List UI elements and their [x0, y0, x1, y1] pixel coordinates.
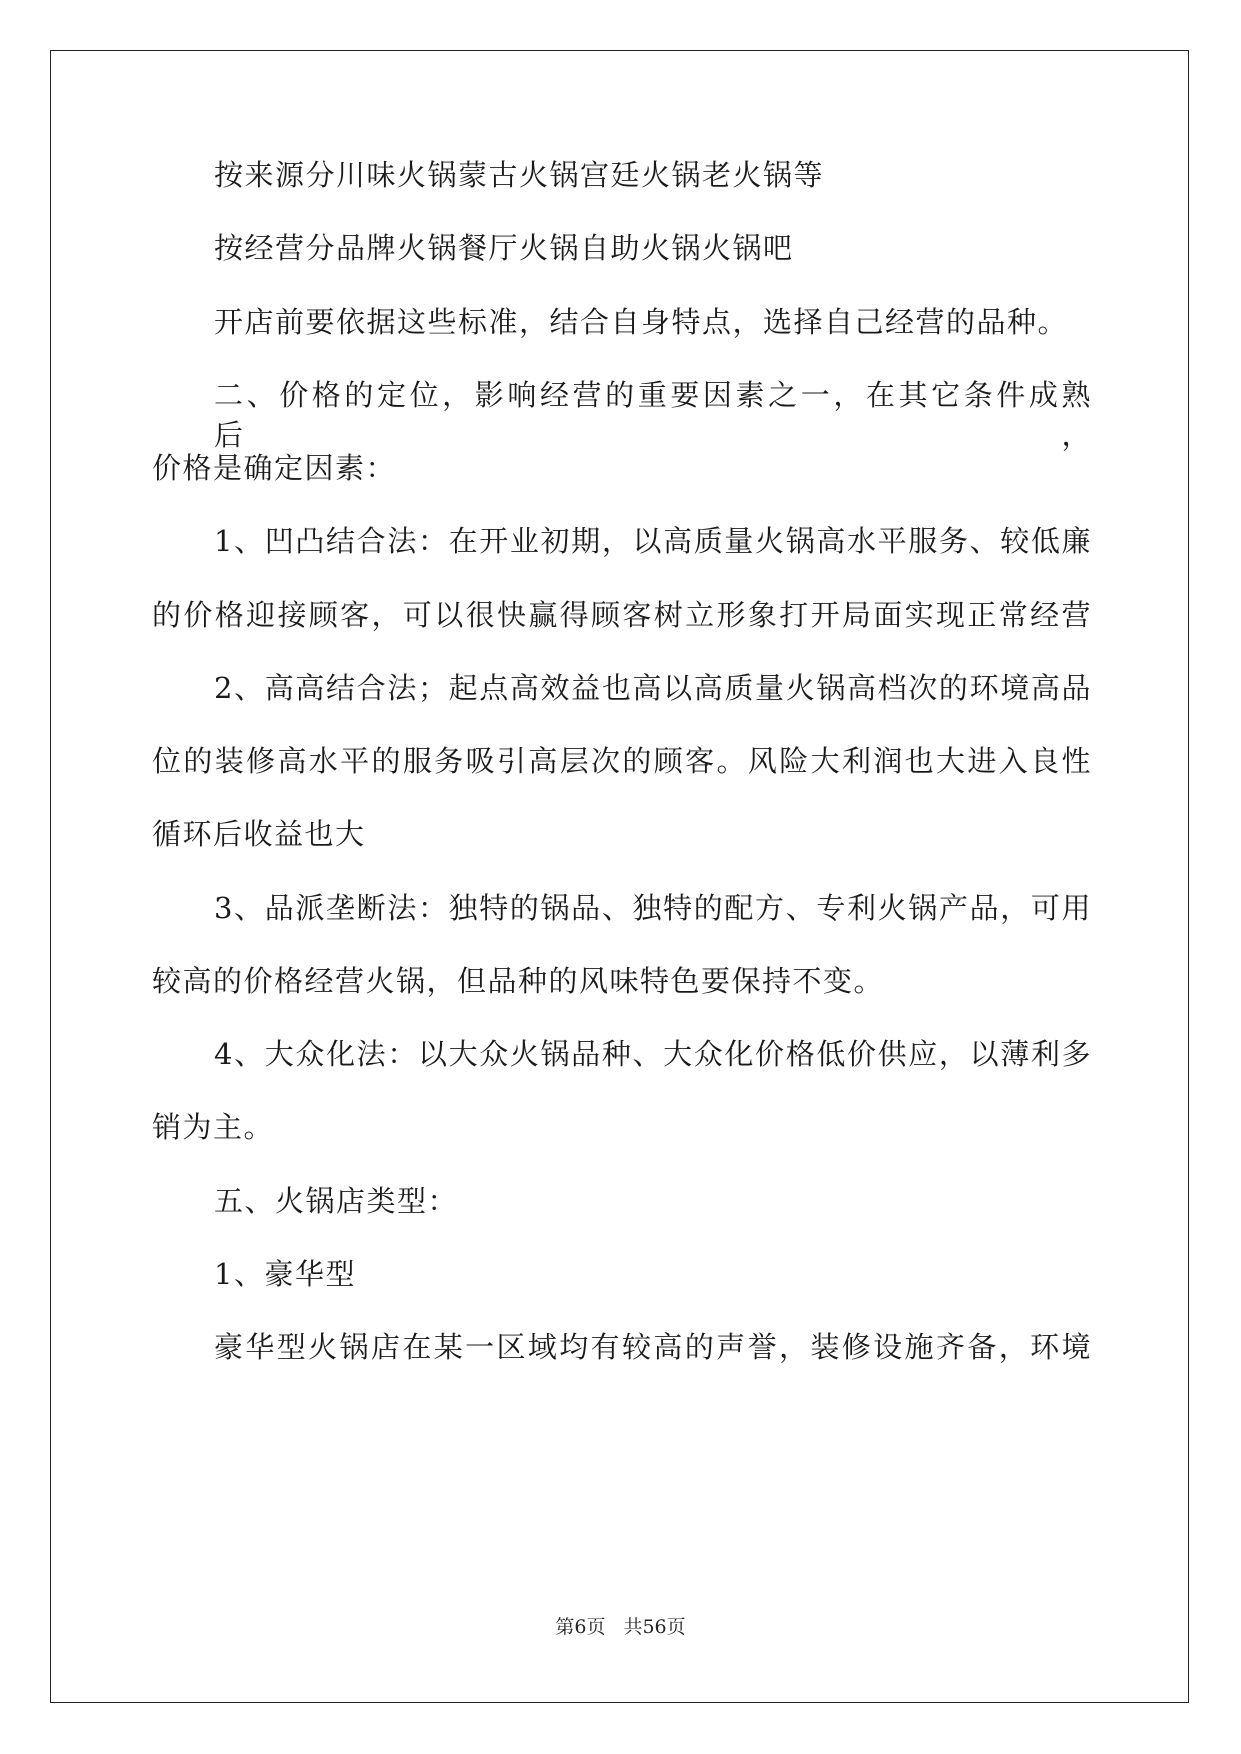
text-line: 较高的价格经营火锅，但品种的风味特色要保持不变。	[152, 964, 885, 998]
text-line: 豪华型火锅店在某一区域均有较高的声誉，装修设施齐备，环境	[214, 1330, 1092, 1364]
text-line: 销为主。	[152, 1110, 275, 1144]
text-line: 3、品派垄断法：独特的锅品、独特的配方、专利火锅产品，可用	[214, 891, 1092, 925]
text-line: 按经营分品牌火锅餐厅火锅自助火锅火锅吧	[214, 231, 794, 265]
text-line: 位的装修高水平的服务吸引高层次的顾客。风险大利润也大进入良性	[152, 744, 1092, 778]
text-line: 循环后收益也大	[152, 817, 366, 851]
section-heading: 五、火锅店类型：	[214, 1184, 459, 1218]
text-line: 二、价格的定位，影响经营的重要因素之一，在其它条件成熟后，	[214, 378, 1092, 452]
page-total: 共56页	[623, 1616, 686, 1638]
text-line: 的价格迎接顾客，可以很快赢得顾客树立形象打开局面实现正常经营	[152, 598, 1092, 632]
text-line: 4、大众化法：以大众火锅品种、大众化价格低价供应，以薄利多	[214, 1037, 1092, 1071]
text-line: 价格是确定因素：	[152, 451, 397, 485]
page-number: 第6页	[555, 1616, 606, 1638]
text-line: 开店前要依据这些标准，结合自身特点，选择自己经营的品种。	[214, 305, 1069, 339]
subsection-heading: 1、豪华型	[214, 1257, 356, 1291]
text-line: 2、高高结合法；起点高效益也高以高质量火锅高档次的环境高品	[214, 671, 1092, 705]
page-border	[50, 50, 1189, 1703]
text-line: 按来源分川味火锅蒙古火锅宫廷火锅老火锅等	[214, 158, 825, 192]
page-footer	[0, 1615, 1241, 1639]
text-line: 1、凹凸结合法：在开业初期，以高质量火锅高水平服务、较低廉	[214, 524, 1092, 558]
